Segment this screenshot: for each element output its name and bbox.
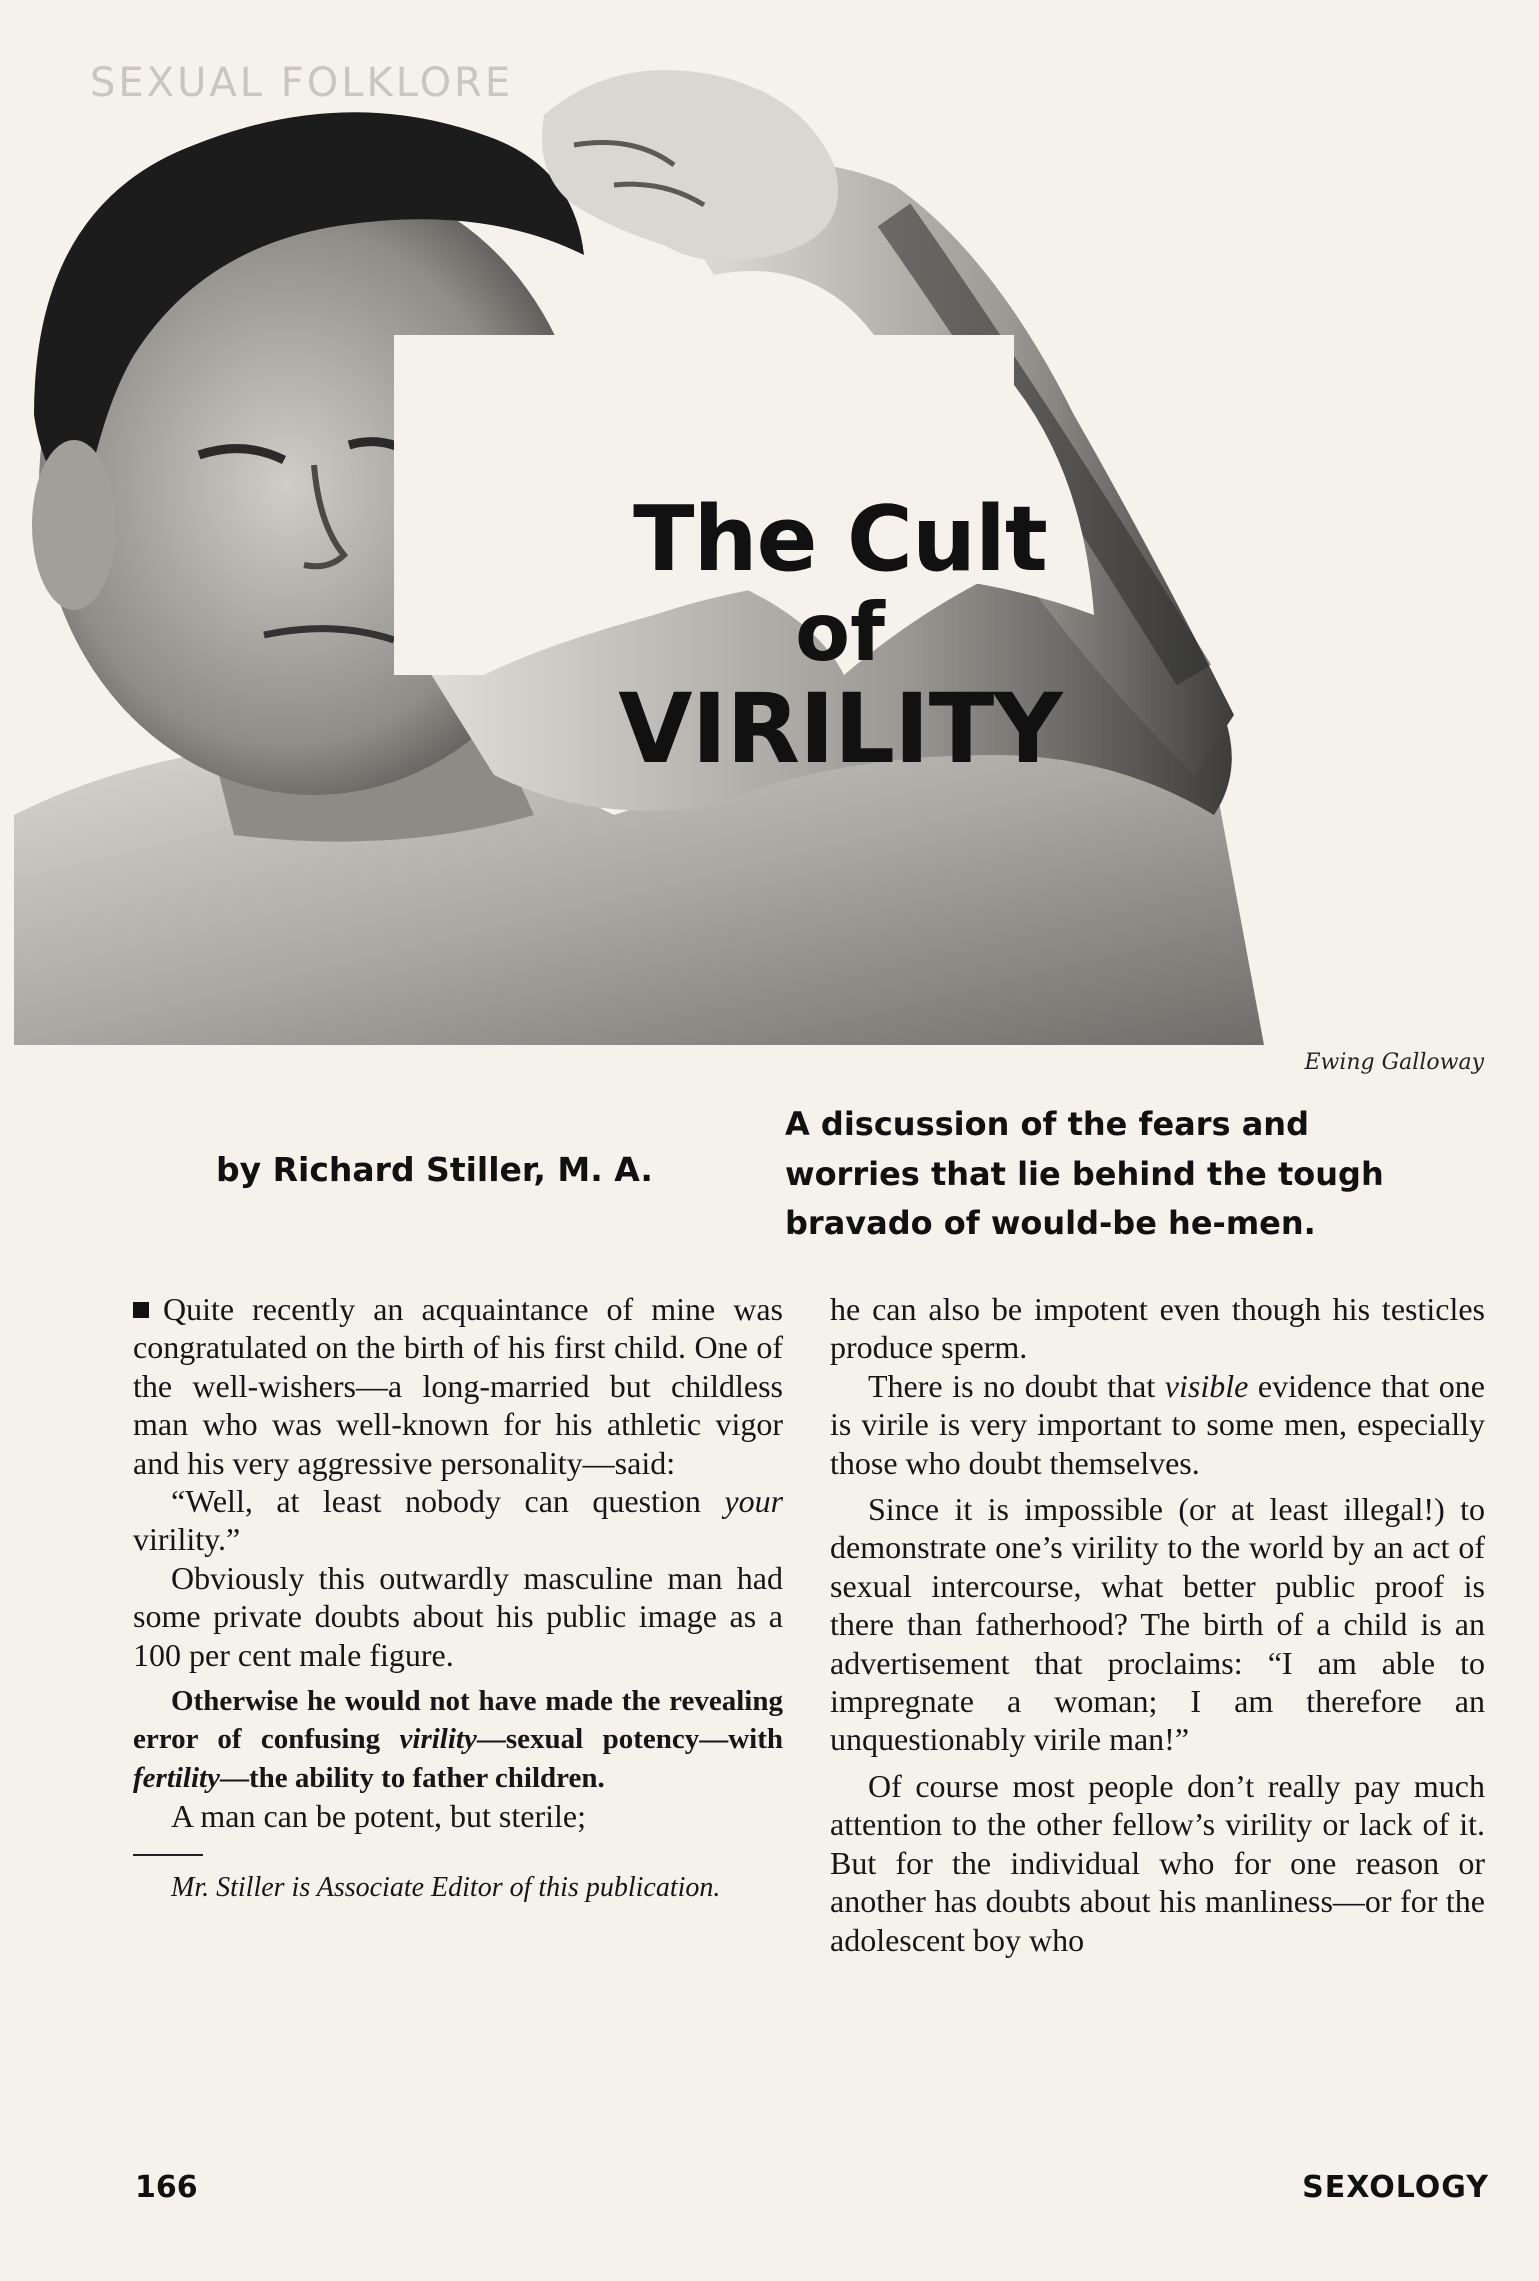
left-paragraph-1: Quite recently an acquaintance of mine was congratulated on the birth of his first child. One of the well-wishers—a long-married but childless man who was well-known for his athletic vigor and his very aggressive personality—said:	[133, 1291, 783, 1481]
byline: by Richard Stiller, M. A.	[216, 1150, 653, 1189]
article-dek	[785, 1100, 1465, 1249]
title-line-1: The Cult	[633, 487, 1047, 592]
article-title	[560, 487, 1120, 785]
dek-line-3: bravado of would-be he-men.	[785, 1204, 1316, 1243]
dek-line-1: A discussion of the fears and	[785, 1105, 1309, 1143]
bleed-through-header: SEXUAL FOLKLORE	[90, 60, 514, 106]
title-line-3: VIRILITY	[618, 673, 1062, 785]
right-paragraph-4: Of course most people don’t really pay much attention to the other fellow’s virility or lack of it. But for the individual who for one reason or another has doubts about his manliness—or for the adolescent boy who	[830, 1767, 1485, 1958]
dek-line-2: worries that lie behind the tough	[785, 1154, 1384, 1193]
footnote-rule	[133, 1854, 203, 1856]
left-paragraph-2: “Well, at least nobody can question your virility.”	[133, 1483, 784, 1558]
right-column	[830, 1290, 1485, 1959]
photo-credit: Ewing Galloway	[1304, 1050, 1484, 1075]
page-number: 166	[135, 2170, 198, 2205]
magazine-name: SEXOLOGY	[1302, 2170, 1489, 2205]
title-line-2: of	[795, 586, 885, 679]
section-start-square-icon	[133, 1302, 149, 1318]
left-paragraph-3: Obviously this outwardly masculine man had some private doubts about his public image as a 100 per cent male figure.	[133, 1559, 783, 1673]
right-paragraph-3: Since it is impossible (or at least illegal!) to demonstrate one’s virility to the world by an act of sexual intercourse, what better public proof is there than fatherhood? The birth of a child is an advertisement that proclaims: “I am able to impregnate a woman; I am therefore an unquestionably virile man!”	[830, 1491, 1485, 1758]
left-column	[133, 1290, 783, 1905]
author-footnote: Mr. Stiller is Associate Editor of this publication.	[171, 1871, 721, 1903]
left-paragraph-5: A man can be potent, but sterile;	[171, 1798, 586, 1835]
left-paragraph-4: Otherwise he would not have made the revealing error of confusing virility—sexual potency—with fertility—the ability to father children.	[133, 1685, 784, 1794]
right-paragraph-1: he can also be impotent even though his testicles produce sperm.	[830, 1291, 1485, 1366]
right-paragraph-2: There is no doubt that visible evidence that one is virile is very important to some men, especially those who doubt themselves.	[830, 1367, 1485, 1481]
